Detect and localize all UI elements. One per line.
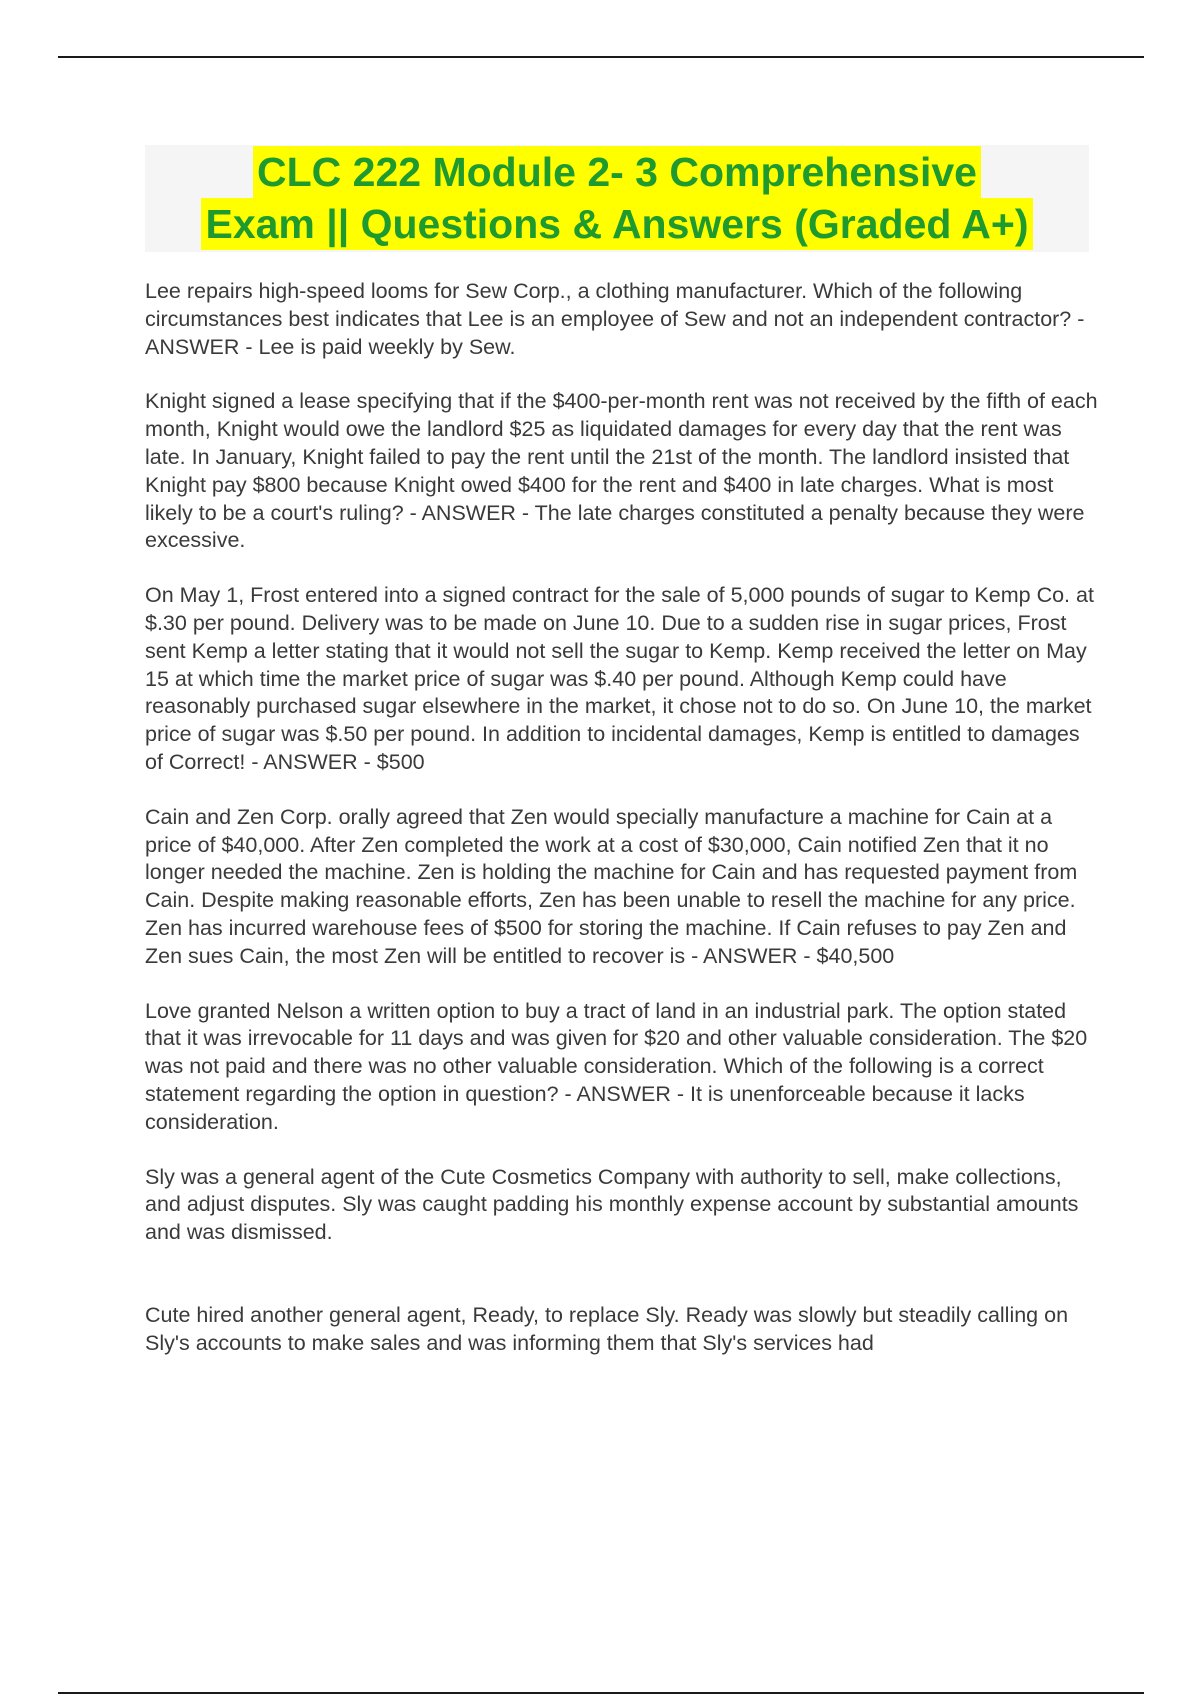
answer-text: $500 (376, 749, 425, 774)
paragraph-ready: Cute hired another general agent, Ready, to replace Sly. Ready was slowly but steadily calling on Sly's accounts to make sales and was informing them that Sly's services had (145, 1302, 1069, 1355)
answer-label: - ANSWER - (558, 1081, 690, 1106)
title-line-1: CLC 222 Module 2- 3 Comprehensive (253, 146, 981, 198)
bottom-rule (58, 1692, 1144, 1694)
answer-text: $40,500 (816, 943, 895, 968)
question-text: Lee repairs high-speed looms for Sew Corp., a clothing manufacturer. Which of the following circumstances best indicates that Lee is an employee of Sew and not an independent contractor? (145, 279, 1072, 331)
top-rule (58, 56, 1144, 58)
qa-item-3 (145, 582, 1100, 777)
qa-item-1 (145, 278, 1100, 361)
paragraph-sly: Sly was a general agent of the Cute Cosmetics Company with authority to sell, make collections, and adjust disputes. Sly was caught padding his monthly expense account by substantial amounts and was dismissed. (145, 1164, 1079, 1245)
question-text: Cain and Zen Corp. orally agreed that Zen would specially manufacture a machine for Cain at a price of $40,000. After Zen completed the work at a cost of $30,000, Cain notified Zen that it no longer needed the machine. Zen is holding the machine for Cain and has requested payment from Cain. Despite making reasonable efforts, Zen has been unable to resell the machine for any price. Zen has incurred warehouse fees of $500 for storing the machine. If Cain refuses to pay Zen and Zen sues Cain, the most Zen will be entitled to recover is (145, 804, 1084, 968)
question-text: On May 1, Frost entered into a signed contract for the sale of 5,000 pounds of sugar to Kemp Co. at $.30 per pound. Delivery was to be made on June 10. Due to a sudden rise in sugar prices, Frost sent Kemp a letter stating that it would not sell the sugar to Kemp. Kemp received the letter on May 15 at which time the market price of sugar was $.40 per pound. Although Kemp could have reasonably purchased sugar elsewhere in the market, it chose not to do so. On June 10, the market price of sugar was $.50 per pound. In addition to incidental damages, Kemp is entitled to damages of Correct! (145, 583, 1100, 774)
answer-label: - ANSWER - (685, 943, 817, 968)
document-body (145, 278, 1104, 1385)
document-title (145, 145, 1089, 252)
qa-item-4 (145, 804, 1100, 971)
qa-item-5 (145, 998, 1100, 1137)
answer-label: - ANSWER - (403, 500, 535, 525)
title-line-2: Exam || Questions & Answers (Graded A+) (201, 198, 1032, 250)
answer-text: The late charges constituted a penalty because they were excessive. (145, 500, 1091, 553)
answer-label: - ANSWER - (245, 749, 377, 774)
answer-label: - ANSWER - (145, 306, 1085, 359)
question-text: Knight signed a lease specifying that if the $400-per-month rent was not received by the fifth of each month, Knight would owe the landlord $25 as liquidated damages for every day that the rent was late. In January, Knight failed to pay the rent until the 21st of the month. The landlord insisted that Knight pay $800 because Knight owed $400 for the rent and $400 in late charges. What is most likely to be a court's ruling? (145, 389, 1104, 525)
answer-text: Lee is paid weekly by Sew. (258, 334, 516, 359)
question-text: Love granted Nelson a written option to buy a tract of land in an industrial park. The option stated that it was irrevocable for 11 days and was given for $20 and other valuable consideration. The $20 was not paid and there was no other valuable consideration. Which of the following is a correct statement regarding the option in question? (145, 998, 1094, 1106)
answer-text: It is unenforceable because it lacks consideration. (145, 1081, 1031, 1134)
qa-item-2 (145, 388, 1104, 555)
